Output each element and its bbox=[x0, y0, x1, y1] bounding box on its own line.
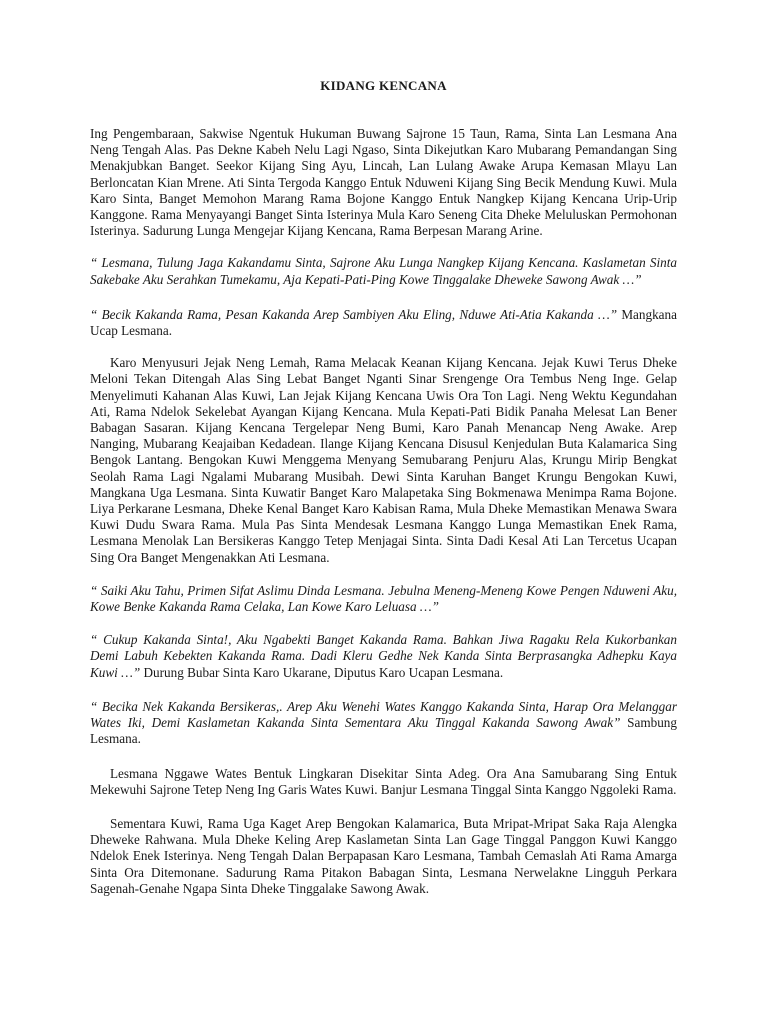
quote-tail-text: Mangkana Ucap Lesmana. bbox=[90, 306, 677, 339]
paragraph-rama-hunt: Karo Menyusuri Jejak Neng Lemah, Rama Melacak Keanan Kijang Kencana. Jejak Kuwi Terus Dheke Meloni Tekan Ditengah Alas Sing Lebat Banget Nganti Sinar Srengenge Ora Tembus Neng Inge. Gelap Menyelimuti Kahanan Alas Kuwi, Lan Jejak Kijang Kencana Uwis Ora Ton Lagi. Neng Wektu Kegundahan Ati, Rama Ndelok Sekelebat Ayangan Kijang Kencana. Mula Kepati-Pati Bidik Panaha Melesat Lan Bener Babagan Sasaran. Kijang Kencana Tergelepar Neng Bumi, Karo Panah Menancap Neng Awake. Arep Nanging, Mubarang Keajaiban Kedadean. Ilange Kijang Kencana Disusul Kenjedulan Buta Kalamarica Sing Bengok Lantang. Bengokan Kuwi Menggema Menyang Semubarang Penjuru Alas, Krungu Mirip Bengkat Seolah Rama Lagi Ngalami Mubarang Musibah. Dewi Sinta Karuhan Banget Krungu Bengokan Kuwi, Mangkana Uga Lesmana. Sinta Kuwatir Banget Karo Malapetaka Sing Bokmenawa Menimpa Rama Bojone. Liya Perkarane Lesmana, Dheke Kenal Banget Karo Kabisan Rama, Mula Dheke Memastikan Menawa Swara Kuwi Dudu Swara Rama. Mula Pas Sinta Mendesak Lesmana Kanggo Lunga Memastikan Enek Rama, Lesmana Menolak Lan Bersikeras Kanggo Tetep Menjagai Sinta. Sinta Dadi Kesal Ati Lan Tercetus Ucapan Sing Ora Banget Mengenakkan Ati Lesmana. bbox=[90, 355, 677, 565]
quote-italic-text: “ Becika Nek Kakanda Bersikeras,. Arep Aku Wenehi Wates Kanggo Kakanda Sinta, Harap Ora Melanggar Wates Iki, Demi Kaslametan Kakanda Sinta Sementara Aku Tinggal Kakanda Sawong Awak” bbox=[90, 698, 677, 731]
quote-italic-text: “ Becik Kakanda Rama, Pesan Kakanda Arep Sambiyen Aku Eling, Nduwe Ati-Atia Kakanda …” bbox=[90, 306, 618, 322]
quote-italic-text: “ Lesmana, Tulung Jaga Kakandamu Sinta, Sajrone Aku Lunga Nangkep Kijang Kencana. Kaslametan Sinta Sakebake Aku Serahkan Tumekamu, Aja Kepati-Pati-Ping Kowe Tinggalake Dheweke Sawong Awak …” bbox=[90, 255, 677, 287]
quote-italic-text: “ Saiki Aku Tahu, Primen Sifat Aslimu Dinda Lesmana. Jebulna Meneng-Meneng Kowe Pengen Nduweni Aku, Kowe Benke Kakanda Rama Celaka, Lan Kowe Karo Leluasa …” bbox=[90, 582, 677, 615]
quote-tail-text: Durung Bubar Sinta Karo Ukarane, Diputus Karo Ucapan Lesmana. bbox=[140, 664, 504, 680]
document-page bbox=[90, 78, 677, 913]
quote-rama-to-lesmana bbox=[90, 255, 677, 287]
paragraph-boundary-circle: Lesmana Nggawe Wates Bentuk Lingkaran Disekitar Sinta Adeg. Ora Ana Samubarang Sing Entuk Mekewuhi Sajrone Tetep Neng Ing Garis Wates Kuwi. Banjur Lesmana Tinggal Sinta Kanggo Nggoleki Rama. bbox=[90, 765, 677, 797]
paragraph-opening: Ing Pengembaraan, Sakwise Ngentuk Hukuman Buwang Sajrone 15 Taun, Rama, Sinta Lan Lesmana Ana Neng Tengah Alas. Pas Dekne Kabeh Nelu Lagi Ngaso, Sinta Dikejutkan Karo Mubarang Pemandangan Sing Menakjubkan Banget. Seekor Kijang Sing Ayu, Lincah, Lan Lulang Awake Arupa Kemasan Mlayu Lan Berloncatan Kian Mrene. Ati Sinta Tergoda Kanggo Entuk Nduweni Kijang Sing Becik Mendung Kuwi. Mula Karo Sinta, Banget Memohon Marang Rama Bojone Kanggo Entuk Nangkep Kijang Kencana Urip-Urip Kanggone. Rama Menyayangi Banget Sinta Isterinya Mula Karo Seneng Cita Dheke Meluluskan Permohonan Isterinya. Sadurung Lunga Mengejar Kijang Kencana, Rama Berpesan Marang Arine. bbox=[90, 126, 677, 239]
quote-lesmana-reply bbox=[90, 307, 677, 339]
quote-tail-text: Sambung Lesmana. bbox=[90, 715, 677, 747]
document-title: KIDANG KENCANA bbox=[320, 78, 447, 93]
paragraph-rama-returns: Sementara Kuwi, Rama Uga Kaget Arep Bengokan Kalamarica, Buta Mripat-Mripat Saka Raja Alengka Dheweke Rahwana. Mula Dheke Keling Arep Kaslametan Sinta Lan Gage Tinggal Panggon Kuwi Kanggo Ndelok Enek Isterinya. Neng Tengah Dalan Berpapasan Karo Lesmana, Tambah Cemaslah Ati Rama Amarga Sinta Ora Ditemonane. Sadurung Rama Pitakon Babagan Sinta, Lesmana Nerwelakne Lingguh Perkara Sagenah-Genahe Ngapa Sinta Dheke Tinggalake Sawong Awak. bbox=[90, 815, 677, 896]
quote-italic-text: “ Cukup Kakanda Sinta!, Aku Ngabekti Banget Kakanda Rama. Bahkan Jiwa Ragaku Rela Kukorbankan Demi Labuh Kebekten Kakanda Rama. Dadi Kleru Gedhe Nek Kanda Sinta Berprasangka Adhepku Kaya Kuwi …” bbox=[90, 632, 677, 680]
quote-lesmana-boundary bbox=[90, 699, 677, 748]
quote-lesmana-protest bbox=[90, 632, 677, 681]
quote-sinta-accusation bbox=[90, 583, 677, 615]
